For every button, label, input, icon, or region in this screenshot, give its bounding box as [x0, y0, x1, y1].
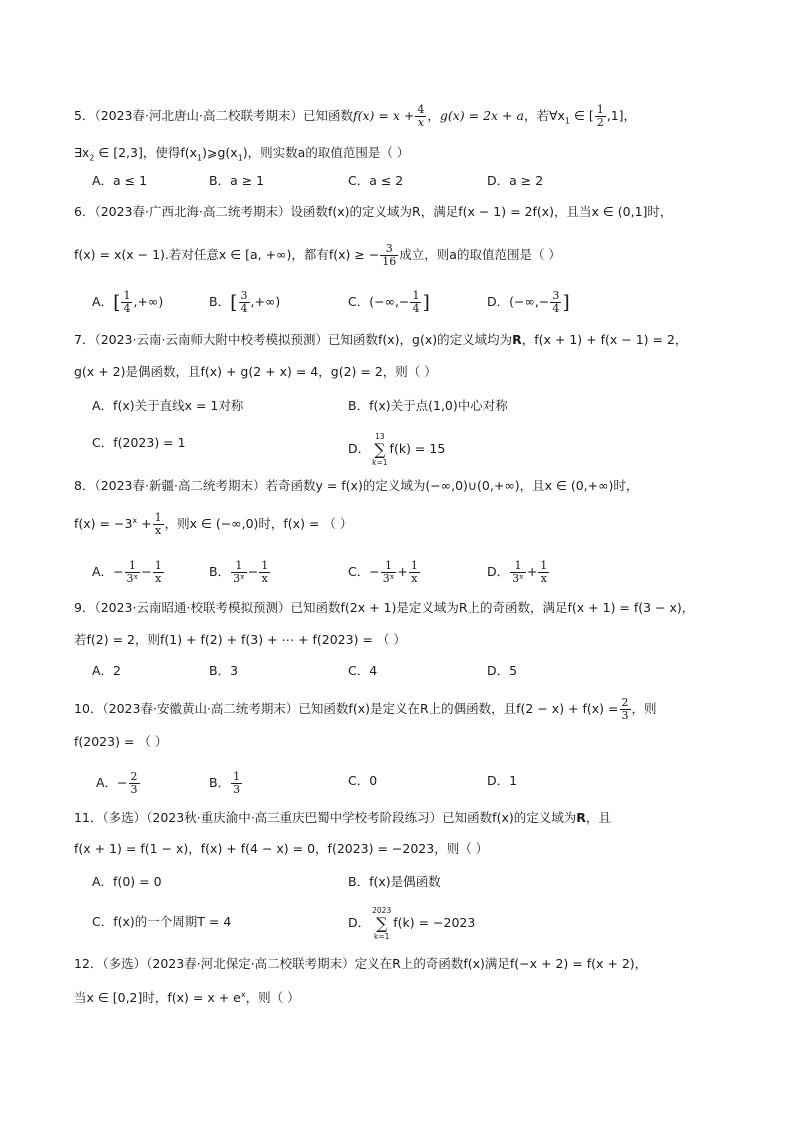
- denominator: 3: [130, 783, 138, 796]
- text: 11．（多选）（2023秋·重庆渝中·高三重庆巴蜀中学校考阶段练习）已知函数f(x)的定义域为: [74, 810, 577, 825]
- text: 7．（2023·云南·云南师大附中校考模拟预测）已知函数f(x)，g(x)的定义域均为: [74, 332, 513, 347]
- fraction: [380, 243, 398, 268]
- fraction: [259, 560, 270, 585]
- fraction: [620, 697, 631, 722]
- text: ，: [427, 108, 440, 123]
- text: f(x) = −3: [74, 516, 133, 532]
- text: ∈ [2,3]，使得f(x: [94, 145, 198, 160]
- numerator: 1: [410, 559, 418, 572]
- text: 成立，则a的取值范围是（ ）: [399, 247, 561, 262]
- question-12-line-2: [74, 986, 300, 1007]
- denominator: x: [261, 572, 268, 585]
- text: )，则实数a的取值范围是（ ）: [242, 145, 410, 160]
- text: ，则（ ）: [245, 990, 300, 1006]
- denominator: x: [540, 572, 547, 585]
- option-label: A．−: [96, 775, 128, 790]
- question-5-line-2: [74, 144, 409, 168]
- superscript: x: [132, 516, 138, 525]
- text: ∈ [: [570, 108, 594, 123]
- option-label: D．: [348, 915, 371, 930]
- option-c[interactable]: C．4: [348, 663, 378, 678]
- numerator: 2: [621, 696, 629, 709]
- question-8-line-1: 8．（2023春·新疆·高二统考期末）若奇函数y = f(x)的定义域为(−∞,0)∪(0,+∞)，且x ∈ (0,+∞)时，: [74, 478, 639, 493]
- sum-lower: k=1: [372, 458, 388, 467]
- text: ，f(x + 1) + f(x − 1) = 2，: [521, 332, 688, 347]
- numerator: 2: [130, 770, 138, 783]
- denominator: 3ˣ: [126, 572, 139, 585]
- fraction: [129, 771, 140, 796]
- denominator: x: [417, 116, 424, 129]
- option-d[interactable]: [348, 906, 475, 941]
- fraction: [409, 560, 420, 585]
- fraction: [121, 290, 132, 315]
- option-label: C．: [348, 564, 370, 579]
- text: 当x ∈ [0,2]时，f(x) = x + e: [74, 990, 241, 1006]
- option-c[interactable]: C．a ≤ 2: [348, 173, 404, 188]
- option-d[interactable]: D．a ≥ 2: [487, 173, 544, 188]
- sigma: ∑: [375, 914, 388, 933]
- fraction: [239, 290, 250, 315]
- option-label: C．: [348, 294, 370, 309]
- math-expr: f(x) = x +: [352, 108, 415, 123]
- option-label: D．: [487, 294, 510, 309]
- numerator: 1: [540, 559, 548, 572]
- option-a[interactable]: A．f(0) = 0: [92, 874, 162, 889]
- option-d[interactable]: D．5: [487, 663, 518, 678]
- text: ，则x ∈ (−∞,0)时，f(x) = （ ）: [164, 516, 353, 532]
- option-c[interactable]: [348, 290, 430, 315]
- option-c[interactable]: C．f(x)的一个周期T = 4: [92, 914, 232, 929]
- option-a[interactable]: A．2: [92, 663, 122, 678]
- option-a[interactable]: A．f(x)关于直线x = 1对称: [92, 398, 244, 413]
- text: ，若∀x: [523, 108, 565, 123]
- option-label: A．: [92, 294, 114, 309]
- denominator: 4: [123, 302, 131, 315]
- denominator: 16: [382, 255, 397, 268]
- text: ，且: [585, 810, 611, 825]
- numerator: 3: [380, 243, 398, 256]
- fraction: [231, 771, 242, 796]
- option-a[interactable]: A．a ≤ 1: [92, 173, 148, 188]
- fraction: [595, 104, 606, 129]
- numerator: 1: [123, 289, 131, 302]
- text: R: [576, 810, 586, 825]
- text: 已知函数: [302, 108, 353, 123]
- fraction: [125, 560, 141, 585]
- denominator: 3ˣ: [512, 572, 524, 585]
- denominator: 4: [412, 302, 420, 315]
- option-label: D．: [487, 564, 510, 579]
- question-10-line-2: f(2023) = （ ）: [74, 734, 168, 749]
- option-d[interactable]: [487, 560, 550, 585]
- numerator: 1: [125, 560, 141, 573]
- question-9-line-2: 若f(2) = 2，则f(1) + f(2) + f(3) + ⋯ + f(2023) = （ ）: [74, 632, 406, 647]
- subscript: 1: [237, 153, 243, 163]
- question-6-line-1: 6．（2023春·广西北海·高二统考期末）设函数f(x)的定义域为R，满足f(x − 1) = 2f(x)，且当x ∈ (0,1]时，: [74, 204, 673, 219]
- question-9-line-1: 9．（2023·云南昭通·校联考模拟预测）已知函数f(2x + 1)是定义域为R上的奇函数，满足f(x + 1) = f(3 − x)，: [74, 600, 695, 615]
- fraction: [550, 290, 561, 315]
- option-d[interactable]: [487, 290, 570, 315]
- text: f(k) = 15: [389, 441, 446, 456]
- text: ,1]，: [606, 108, 637, 123]
- denominator: 4: [240, 302, 248, 315]
- subscript: 1: [564, 116, 571, 126]
- question-5-line-1: [74, 104, 636, 131]
- superscript: x: [240, 990, 246, 999]
- fraction: [153, 512, 164, 537]
- option-d[interactable]: D．1: [487, 773, 518, 788]
- question-11-line-1: [74, 809, 611, 827]
- option-b[interactable]: B．f(x)关于点(1,0)中心对称: [348, 398, 508, 413]
- sum-lower: k=1: [373, 932, 390, 941]
- numerator: 1: [381, 560, 397, 573]
- question-11-line-2: f(x + 1) = f(1 − x)，f(x) + f(4 − x) = 0，f(2023) = −2023，则（ ）: [74, 841, 489, 856]
- summation-symbol: [372, 432, 387, 467]
- option-b[interactable]: [209, 771, 243, 796]
- fraction: [538, 560, 549, 585]
- question-8-line-2: [74, 512, 352, 537]
- text: (−∞,−: [369, 294, 410, 309]
- numerator: 1: [261, 559, 269, 572]
- denominator: 3: [621, 709, 629, 722]
- question-7-line-2: g(x + 2)是偶函数，且f(x) + g(2 + x) = 4，g(2) = 2，则（ ）: [74, 364, 437, 379]
- fraction: [410, 290, 421, 315]
- numerator: 3: [552, 289, 560, 302]
- summation-symbol: [372, 906, 391, 941]
- question-7-line-1: [74, 331, 687, 349]
- text: ,+∞): [250, 294, 281, 309]
- text: )⩾g(x: [202, 145, 238, 160]
- fraction: [510, 560, 526, 585]
- text: R: [512, 332, 522, 347]
- text: (−∞,−: [509, 294, 550, 309]
- option-b[interactable]: [209, 560, 271, 585]
- question-10-line-1: [74, 697, 657, 722]
- numerator: 1: [154, 511, 162, 525]
- option-label: B．: [209, 775, 231, 790]
- text: f(k) = −2023: [393, 915, 476, 930]
- text: f(x) = x(x − 1).若对任意x ∈ [a, +∞)，都有f(x) ≥ −: [74, 247, 380, 262]
- numerator: 1: [154, 559, 162, 572]
- fraction: [415, 104, 426, 129]
- question-6-line-2: [74, 243, 561, 268]
- subscript: 2: [89, 153, 95, 163]
- numerator: 1: [231, 560, 247, 573]
- bracket: [: [113, 291, 121, 314]
- numerator: 1: [510, 560, 526, 573]
- numerator: 4: [417, 103, 425, 116]
- bracket: ]: [422, 291, 430, 314]
- option-label: B．: [209, 564, 231, 579]
- denominator: x: [155, 572, 162, 585]
- option-c[interactable]: C．f(2023) = 1: [92, 435, 186, 450]
- operator: −: [141, 564, 152, 579]
- denominator: 3ˣ: [382, 572, 395, 585]
- question-source: （2023春·河北唐山·高二校联考期末）: [94, 108, 303, 123]
- option-b[interactable]: B．f(x)是偶函数: [348, 874, 441, 889]
- sum-upper: 2023: [372, 906, 392, 915]
- sum-upper: 13: [375, 432, 385, 441]
- denominator: 4: [552, 302, 560, 315]
- subscript: 1: [197, 153, 203, 163]
- option-label: D．: [348, 441, 371, 456]
- denominator: x: [411, 572, 418, 585]
- numerator: 1: [412, 289, 420, 302]
- option-a[interactable]: [96, 771, 141, 796]
- fraction: [153, 560, 164, 585]
- fraction: [231, 560, 247, 585]
- numerator: 1: [596, 103, 604, 116]
- denominator: x: [154, 524, 162, 538]
- bracket: ]: [562, 291, 570, 314]
- text: ∃x: [74, 145, 90, 160]
- denominator: 3ˣ: [233, 572, 245, 585]
- fraction: [381, 560, 397, 585]
- bracket: [: [230, 291, 238, 314]
- option-b[interactable]: B．a ≥ 1: [209, 173, 265, 188]
- text: +: [137, 516, 152, 532]
- question-12-line-1: 12．（多选）（2023春·河北保定·高二校联考期末）定义在R上的奇函数f(x)满足f(−x + 2) = f(x + 2)，: [74, 956, 648, 971]
- option-c[interactable]: [348, 560, 421, 585]
- operator: −: [247, 564, 259, 579]
- option-a[interactable]: [92, 290, 163, 315]
- numerator: 1: [233, 770, 241, 783]
- option-b[interactable]: B．3: [209, 663, 239, 678]
- option-c[interactable]: C．0: [348, 773, 378, 788]
- sigma: ∑: [374, 440, 386, 459]
- operator: +: [397, 564, 408, 579]
- option-d[interactable]: [348, 432, 445, 467]
- denominator: 3: [233, 783, 241, 796]
- sign: −: [369, 564, 380, 579]
- sign: −: [113, 564, 124, 579]
- option-b[interactable]: [209, 290, 280, 315]
- operator: +: [526, 564, 538, 579]
- option-label: A．: [92, 564, 114, 579]
- text: 10．（2023春·安徽黄山·高二统考期末）已知函数f(x)是定义在R上的偶函数，且f(2 − x) + f(x) =: [74, 701, 619, 716]
- denominator: 2: [596, 116, 604, 129]
- numerator: 3: [240, 289, 248, 302]
- option-label: B．: [209, 294, 231, 309]
- text: ,+∞): [133, 294, 164, 309]
- text: ，则: [631, 701, 657, 716]
- option-a[interactable]: [92, 560, 165, 585]
- math-expr: g(x) = 2x + a: [439, 108, 524, 123]
- question-number: 5．: [74, 108, 95, 123]
